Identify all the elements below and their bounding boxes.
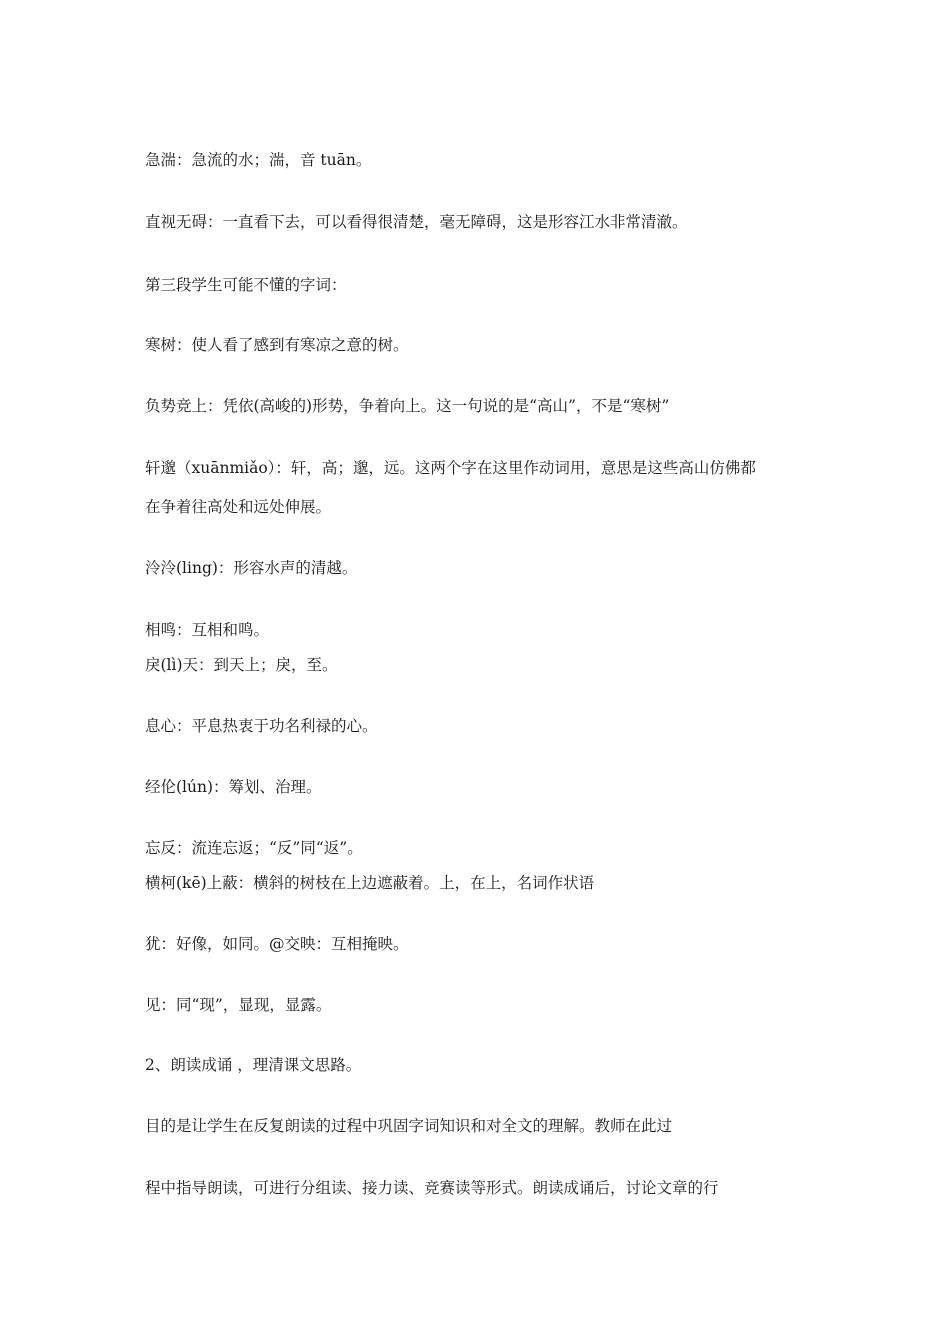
text-line: 相鸣：互相和鸣。	[145, 621, 270, 639]
text-line: 经伦(lún)：筹划、治理。	[145, 778, 322, 796]
text-line: 目的是让学生在反复朗读的过程中巩固字词知识和对全文的理解。教师在此过	[145, 1117, 673, 1135]
text-line: 急湍：急流的水；湍，音 tuān。	[145, 151, 372, 169]
text-line: 轩邈（xuānmiǎo）：轩，高；邈，远。这两个字在这里作动词用，意思是这些高山仿佛都	[145, 459, 756, 477]
text-line: 直视无碍：一直看下去，可以看得很清楚，毫无障碍，这是形容江水非常清澈。	[145, 213, 688, 231]
text-line: 横柯(kē)上蔽：横斜的树枝在上边遮蔽着。上，在上，名词作状语	[145, 874, 595, 892]
text-line: 负势竞上：凭依(高峻的)形势，争着向上。这一句说的是“高山”，不是“寒树”	[145, 397, 670, 415]
text-line: 戾(lì)天：到天上；戾，至。	[145, 656, 338, 674]
text-line: 泠泠(ling)：形容水声的清越。	[145, 559, 358, 577]
text-line: 见：同“现”，显现，显露。	[145, 996, 332, 1014]
text-line: 在争着往高处和远处伸展。	[145, 498, 332, 516]
text-line: 寒树：使人看了感到有寒凉之意的树。	[145, 336, 409, 354]
text-line: 2、朗读成诵 ，理清课文思路。	[145, 1056, 362, 1074]
text-line: 息心：平息热衷于功名利禄的心。	[145, 717, 378, 735]
text-line: 第三段学生可能不懂的字词：	[145, 276, 347, 294]
text-line: 程中指导朗读，可进行分组读、接力读、竞赛读等形式。朗读成诵后，讨论文章的行	[145, 1179, 719, 1197]
text-line: 犹：好像，如同。@交映：互相掩映。	[145, 935, 409, 953]
text-line: 忘反：流连忘返；“反”同“返”。	[145, 839, 363, 857]
